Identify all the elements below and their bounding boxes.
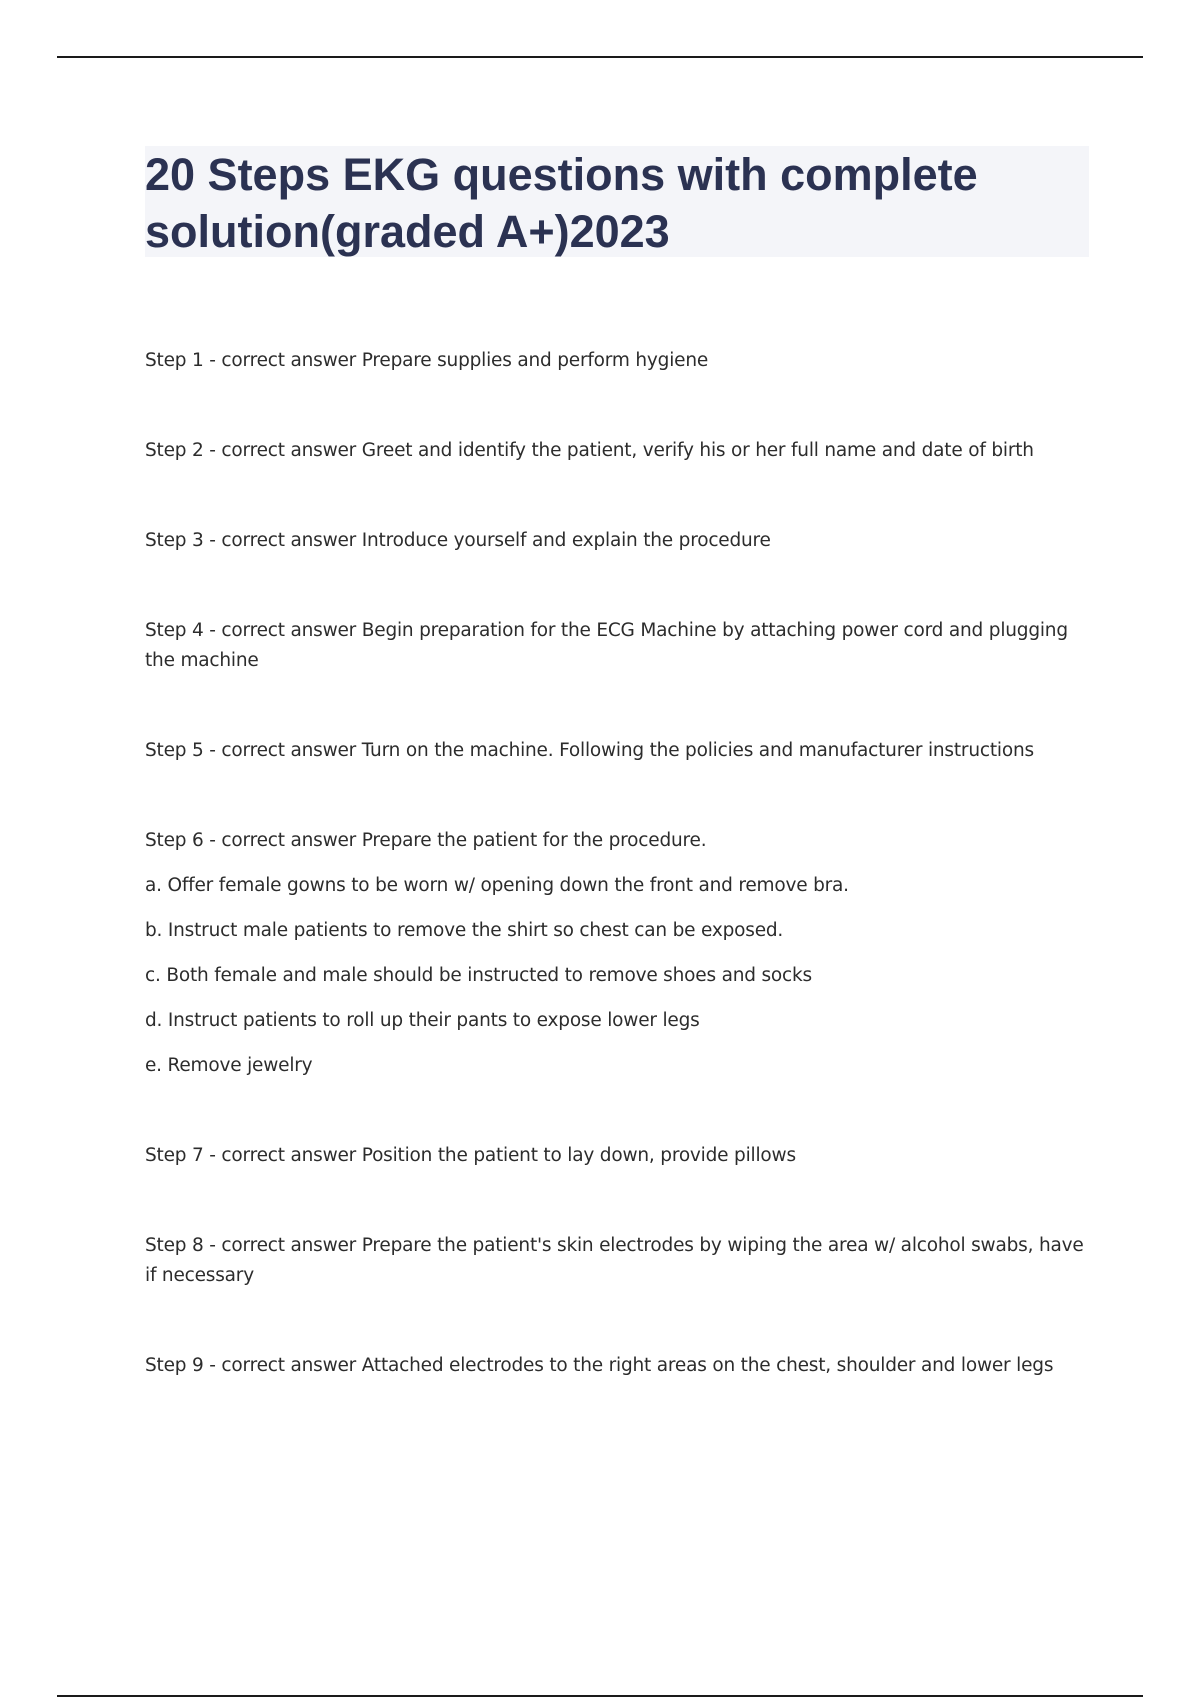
steps-list — [145, 346, 1095, 1381]
step-2: Step 2 - correct answer Greet and identify the patient, verify his or her full name and date of birth — [145, 440, 1034, 461]
step-6-subitem-e: e. Remove jewelry — [145, 1055, 313, 1076]
step-6-subitems — [145, 871, 1095, 1081]
step-1: Step 1 - correct answer Prepare supplies and perform hygiene — [145, 350, 709, 371]
bottom-divider — [57, 1695, 1143, 1697]
document-title: 20 Steps EKG questions with complete solution(graded A+)2023 — [145, 149, 978, 257]
step-7: Step 7 - correct answer Position the patient to lay down, provide pillows — [145, 1145, 796, 1166]
step-6-subitem-b: b. Instruct male patients to remove the shirt so chest can be exposed. — [145, 920, 784, 941]
step-4: Step 4 - correct answer Begin preparation for the ECG Machine by attaching power cord and plugging the machine — [145, 620, 1068, 671]
step-6-subitem-c: c. Both female and male should be instructed to remove shoes and socks — [145, 965, 812, 986]
step-6-subitem-a: a. Offer female gowns to be worn w/ opening down the front and remove bra. — [145, 875, 849, 896]
title-banner — [145, 146, 1089, 257]
step-6: Step 6 - correct answer Prepare the patient for the procedure. — [145, 830, 707, 851]
step-9: Step 9 - correct answer Attached electrodes to the right areas on the chest, shoulder and lower legs — [145, 1355, 1054, 1376]
step-3: Step 3 - correct answer Introduce yourself and explain the procedure — [145, 530, 771, 551]
step-5: Step 5 - correct answer Turn on the machine. Following the policies and manufacturer instructions — [145, 740, 1034, 761]
step-8: Step 8 - correct answer Prepare the patient's skin electrodes by wiping the area w/ alcohol swabs, have if necessary — [145, 1235, 1084, 1286]
top-divider — [57, 56, 1143, 58]
step-6-subitem-d: d. Instruct patients to roll up their pants to expose lower legs — [145, 1010, 700, 1031]
